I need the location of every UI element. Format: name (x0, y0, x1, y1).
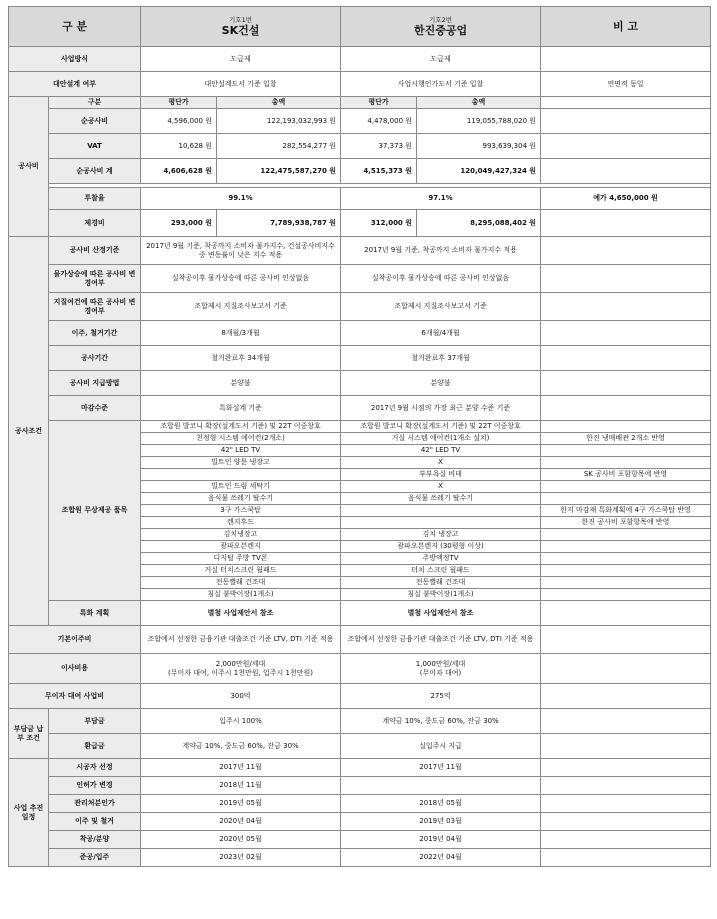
cond-geo-remark (541, 293, 711, 321)
cond-special-2: 별첨 사업제안서 참조 (341, 601, 541, 626)
cond-label-special: 특화 계획 (49, 601, 141, 626)
cond-geo-1: 조합제시 지질조사보고서 기준 (141, 293, 341, 321)
schedule-1: 2020년 05월 (141, 831, 341, 849)
bid-rate-2: 97.1% (341, 188, 541, 210)
burden-2: 계약금 10%, 중도금 60%, 잔금 30% (341, 709, 541, 734)
misc-remark (541, 210, 711, 237)
basic-move-1: 조합에서 선정한 금융기관 대출조건 기준 LTV, DTI 기준 적용 (141, 626, 341, 654)
cond-period-remark (541, 346, 711, 371)
cond-move-1: 8개월/3개월 (141, 321, 341, 346)
cost-row-label: 순공사비 계 (49, 159, 141, 184)
free-item-2: 터치 스크린 월패드 (341, 565, 541, 577)
schedule-remark (541, 813, 711, 831)
free-item-2: 거실 시스템 에어컨(1개소 설치) (341, 433, 541, 445)
cond-price-remark (541, 265, 711, 293)
row-label-moving-cost: 이사비용 (9, 654, 141, 684)
free-item-remark: 한지 마감재 특화계획에 4구 가스쿡탑 반영 (541, 505, 711, 517)
header-company-1 (141, 7, 341, 47)
cond-calc-1: 2017년 9월 기준, 착공까지 소비자 물가지수, 건설공사비지수 중 변동률이 낮은 지수 적용 (141, 237, 341, 265)
cost-subheader-total-2: 총액 (417, 97, 541, 109)
company-1-name: SK건설 (221, 24, 260, 37)
free-item-remark (541, 553, 711, 565)
cond-label-calc: 공사비 산정기준 (49, 237, 141, 265)
cond-label-pay: 공사비 지급방법 (49, 371, 141, 396)
basic-move-2: 조합에서 선정한 금융기관 대출조건 기준 LTV, DTI 기준 적용 (341, 626, 541, 654)
moving-cost-1 (141, 654, 341, 684)
cond-price-2: 실착공이후 물가상승에 따른 공사비 인상없음 (341, 265, 541, 293)
header-category: 구 분 (9, 7, 141, 47)
burden-remark (541, 709, 711, 734)
cost-pyeong-1: 10,628 원 (141, 134, 217, 159)
cond-calc-remark (541, 237, 711, 265)
group-burden: 부담금 납부 조건 (9, 709, 49, 759)
free-item-2: 음식물 쓰레기 탈수기 (341, 493, 541, 505)
moving-cost-2 (341, 654, 541, 684)
schedule-remark (541, 795, 711, 813)
cell-method-remark (541, 47, 711, 72)
cost-subheader-remark (541, 97, 711, 109)
cond-label-period: 공사기간 (49, 346, 141, 371)
cond-special-remark (541, 601, 711, 626)
schedule-2: 2019년 03월 (341, 813, 541, 831)
row-label-loan: 무이자 대여 사업비 (9, 684, 141, 709)
schedule-label: 착공/분양 (49, 831, 141, 849)
free-item-remark (541, 577, 711, 589)
misc-label: 제경비 (49, 210, 141, 237)
header-company-2 (341, 7, 541, 47)
free-item-1: 디지털 주방 TV폰 (141, 553, 341, 565)
cond-period-1: 철거완료후 34개월 (141, 346, 341, 371)
cond-calc-2: 2017년 9월 기준, 착공까지 소비자 물가지수 적용 (341, 237, 541, 265)
cost-subheader-pyeong-2: 평단가 (341, 97, 417, 109)
free-item-remark: 한진 공사비 포함항목에 반영 (541, 517, 711, 529)
free-item-remark (541, 493, 711, 505)
loan-remark (541, 684, 711, 709)
group-cost: 공사비 (9, 97, 49, 237)
schedule-2: 2017년 11월 (341, 759, 541, 777)
cond-pay-remark (541, 371, 711, 396)
cost-pyeong-2: 37,373 원 (341, 134, 417, 159)
cost-remark (541, 134, 711, 159)
burden-1: 입주시 100% (141, 709, 341, 734)
free-item-2: X (341, 481, 541, 493)
moving-cost-1-note: (무이자 대여, 이주시 1천만원, 입주시 1천만원) (168, 668, 313, 677)
cell-alt-remark: 연면적 동일 (541, 72, 711, 97)
schedule-label: 관리처분인가 (49, 795, 141, 813)
row-label-basic-move: 기본이주비 (9, 626, 141, 654)
free-item-2 (341, 505, 541, 517)
cost-row-label: VAT (49, 134, 141, 159)
cond-label-geo: 지질여건에 따른 공사비 변경여부 (49, 293, 141, 321)
cost-total-1: 122,475,587,270 원 (217, 159, 341, 184)
cost-pyeong-1: 4,606,628 원 (141, 159, 217, 184)
loan-1: 300억 (141, 684, 341, 709)
schedule-remark (541, 831, 711, 849)
cond-period-2: 철거완료후 37개월 (341, 346, 541, 371)
cost-remark (541, 109, 711, 134)
schedule-1: 2018년 11월 (141, 777, 341, 795)
moving-cost-1-amount: 2,000만원/세대 (215, 659, 266, 668)
free-item-remark (541, 481, 711, 493)
cost-pyeong-2: 4,478,000 원 (341, 109, 417, 134)
free-item-1 (141, 469, 341, 481)
free-item-2: 전동빨래 건조대 (341, 577, 541, 589)
free-item-2: 김치 냉장고 (341, 529, 541, 541)
misc-total-1: 7,789,938,787 원 (217, 210, 341, 237)
free-item-1: 빌트인 양문 냉장고 (141, 457, 341, 469)
free-item-1: 전동빨래 건조대 (141, 577, 341, 589)
free-item-1: 거실 터치스크린 월패드 (141, 565, 341, 577)
free-item-remark (541, 589, 711, 601)
free-item-1: 렌지후드 (141, 517, 341, 529)
company-2-name: 한진중공업 (413, 24, 468, 37)
free-item-2 (341, 517, 541, 529)
basic-move-remark (541, 626, 711, 654)
schedule-1: 2020년 04월 (141, 813, 341, 831)
schedule-label: 이주 및 철거 (49, 813, 141, 831)
moving-cost-2-amount: 1,000만원/세대 (415, 659, 466, 668)
free-item-1: 조합원 발코니 확장(설계도서 기준) 및 22T 이중창호 (141, 421, 341, 433)
free-item-remark: 한진 냉매배관 2개소 반영 (541, 433, 711, 445)
burden-2: 실입주시 지급 (341, 734, 541, 759)
cost-total-2: 993,639,304 원 (417, 134, 541, 159)
free-item-2: 주방액정TV (341, 553, 541, 565)
group-schedule: 사업 추진일정 (9, 759, 49, 867)
free-item-2: 42" LED TV (341, 445, 541, 457)
cond-pay-1: 분양불 (141, 371, 341, 396)
free-item-remark (541, 421, 711, 433)
cond-special-1: 별첨 사업제안서 참조 (141, 601, 341, 626)
free-item-2: 침실 붙박이장(1개소) (341, 589, 541, 601)
free-item-2: 조합원 발코니 확장(설계도서 기준) 및 22T 이중창호 (341, 421, 541, 433)
cond-label-free: 조합원 무상제공 품목 (49, 421, 141, 601)
schedule-remark (541, 777, 711, 795)
free-item-1: 광파오븐렌지 (141, 541, 341, 553)
burden-row-label: 환급금 (49, 734, 141, 759)
cell-alt-1: 대안설계도서 기준 입찰 (141, 72, 341, 97)
cell-method-1: 도급제 (141, 47, 341, 72)
schedule-2: 2018년 05월 (341, 795, 541, 813)
burden-remark (541, 734, 711, 759)
cond-finish-1: 특화설계 기준 (141, 396, 341, 421)
cond-finish-remark (541, 396, 711, 421)
cost-total-2: 119,055,788,020 원 (417, 109, 541, 134)
schedule-remark (541, 849, 711, 867)
cond-label-finish: 마감수준 (49, 396, 141, 421)
cond-label-move: 이주, 철거기간 (49, 321, 141, 346)
row-label-method: 사업방식 (9, 47, 141, 72)
schedule-label: 시공자 선정 (49, 759, 141, 777)
free-item-remark (541, 529, 711, 541)
free-item-remark (541, 541, 711, 553)
cost-subheader-total-1: 총액 (217, 97, 341, 109)
bid-rate-1: 99.1% (141, 188, 341, 210)
cell-method-2: 도급제 (341, 47, 541, 72)
cost-remark (541, 159, 711, 184)
schedule-label: 인허가 변경 (49, 777, 141, 795)
bid-label: 투찰율 (49, 188, 141, 210)
cond-move-2: 6개월/4개월 (341, 321, 541, 346)
company-2-code: 기호2번 (429, 16, 453, 24)
free-item-1: 42" LED TV (141, 445, 341, 457)
free-item-remark: SK 공사비 포함항목에 반영 (541, 469, 711, 481)
schedule-label: 준공/입주 (49, 849, 141, 867)
cost-subheader-label: 구분 (49, 97, 141, 109)
schedule-2 (341, 777, 541, 795)
cond-pay-2: 분양불 (341, 371, 541, 396)
row-label-alt: 대안설계 여부 (9, 72, 141, 97)
cost-total-1: 282,554,277 원 (217, 134, 341, 159)
moving-cost-2-note: (무이자 대여) (419, 668, 462, 677)
schedule-2: 2019년 04월 (341, 831, 541, 849)
burden-row-label: 부담금 (49, 709, 141, 734)
misc-pyeong-1: 293,000 원 (141, 210, 217, 237)
moving-cost-remark (541, 654, 711, 684)
cond-price-1: 실착공이후 물가상승에 따른 공사비 인상없음 (141, 265, 341, 293)
cost-subheader-pyeong-1: 평단가 (141, 97, 217, 109)
loan-2: 275억 (341, 684, 541, 709)
free-item-1: 음식물 쓰레기 탈수기 (141, 493, 341, 505)
free-item-1: 침실 붙박이장(1개소) (141, 589, 341, 601)
free-item-remark (541, 445, 711, 457)
cell-alt-2: 사업시행인가도서 기준 입찰 (341, 72, 541, 97)
group-conditions: 공사조건 (9, 237, 49, 626)
free-item-remark (541, 565, 711, 577)
free-item-remark (541, 457, 711, 469)
free-item-2: 부부욕실 비데 (341, 469, 541, 481)
schedule-1: 2019년 05월 (141, 795, 341, 813)
free-item-1: 김치냉장고 (141, 529, 341, 541)
free-item-1: 천정형 시스템 에어컨(2개소) (141, 433, 341, 445)
bid-remark: 예가 4,650,000 원 (541, 188, 711, 210)
cond-label-price: 물가상승에 따른 공사비 변경여부 (49, 265, 141, 293)
cost-pyeong-1: 4,596,000 원 (141, 109, 217, 134)
cost-row-label: 순공사비 (49, 109, 141, 134)
company-1-code: 기호1번 (229, 16, 252, 24)
misc-pyeong-2: 312,000 원 (341, 210, 417, 237)
schedule-1: 2017년 11월 (141, 759, 341, 777)
free-item-1: 빌트인 드럼 세탁기 (141, 481, 341, 493)
schedule-1: 2023년 02월 (141, 849, 341, 867)
cost-total-1: 122,193,032,993 원 (217, 109, 341, 134)
burden-1: 계약금 10%, 중도금 60%, 잔금 30% (141, 734, 341, 759)
cost-pyeong-2: 4,515,373 원 (341, 159, 417, 184)
cond-move-remark (541, 321, 711, 346)
comparison-table (8, 6, 711, 867)
cond-finish-2: 2017년 9월 시점의 가장 최근 분양 수준 기준 (341, 396, 541, 421)
cond-geo-2: 조합제시 지질조사보고서 기준 (341, 293, 541, 321)
header-remark: 비 고 (541, 7, 711, 47)
schedule-remark (541, 759, 711, 777)
free-item-2: 광파오븐렌지 (30평형 이상) (341, 541, 541, 553)
misc-total-2: 8,295,088,402 원 (417, 210, 541, 237)
free-item-2: X (341, 457, 541, 469)
cost-total-2: 120,049,427,324 원 (417, 159, 541, 184)
schedule-2: 2022년 04월 (341, 849, 541, 867)
free-item-1: 3구 가스쿡탑 (141, 505, 341, 517)
